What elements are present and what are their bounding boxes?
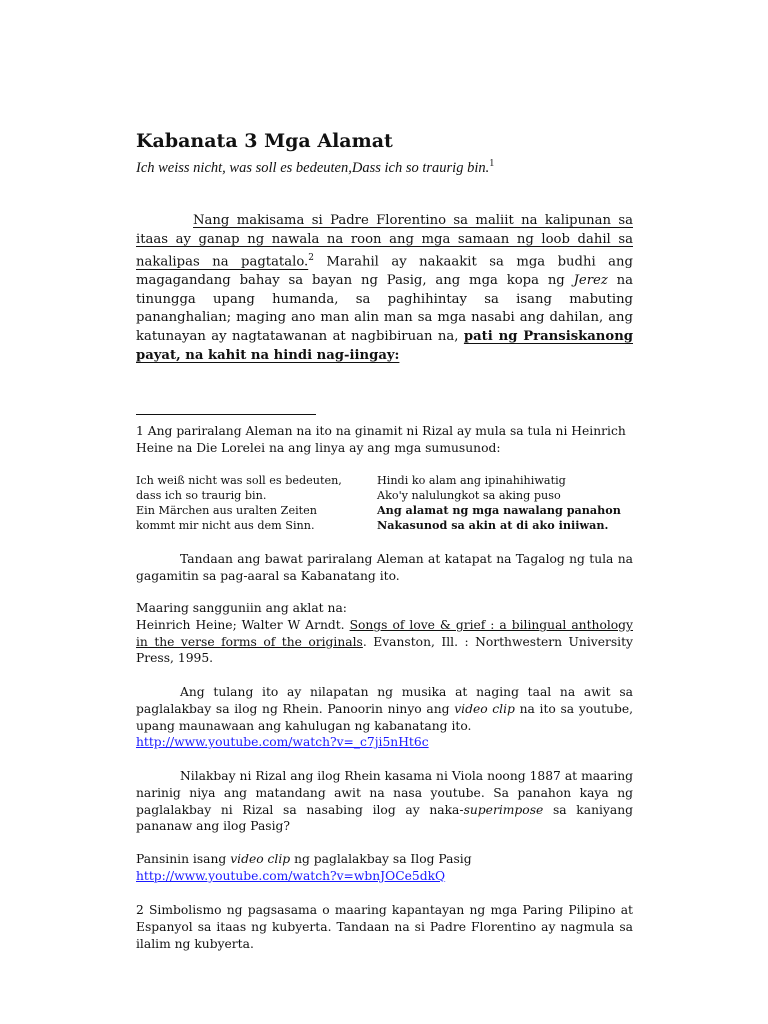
paragraph-text: Pansinin isang	[136, 852, 231, 866]
poem-line: kommt mir nicht aus dem Sinn.	[136, 519, 315, 532]
paragraph-reference	[136, 600, 633, 667]
paragraph-body	[136, 684, 633, 734]
main-paragraph	[136, 212, 633, 365]
poem-line: Ako'y nalulungkot sa aking puso	[377, 489, 561, 502]
main-bold-end: pati ng Pransiskanong payat, na kahit na hindi nag-iingay:	[136, 328, 633, 363]
poem-german	[136, 473, 342, 533]
poem-line: Ein Märchen aus uralten Zeiten	[136, 504, 317, 517]
paragraph-text: sa kaniyang pananaw ang ilog Pasig?	[136, 802, 634, 834]
footnote-mark-2: 2	[308, 253, 314, 264]
poem-line: Ich weiß nicht was soll es bedeuten,	[136, 474, 342, 487]
chapter-title: Kabanata 3 Mga Alamat	[136, 130, 393, 152]
paragraph-song	[136, 684, 633, 751]
paragraph-text: ng paglalakbay sa Ilog Pasig	[290, 852, 472, 866]
paragraph-tandaan	[136, 551, 633, 585]
superimpose-text: superimpose	[463, 802, 544, 817]
youtube-link-rhein[interactable]: http://www.youtube.com/watch?v=_c7ji5nHt6c	[136, 735, 429, 750]
footnote-mark-1: 1	[489, 158, 495, 169]
poem-line: Hindi ko alam ang ipinahihiwatig	[377, 474, 566, 487]
reference-citation	[136, 617, 633, 667]
epigraph-text: Ich weiss nicht, was soll es bedeuten,Dass ich so traurig bin.	[136, 159, 490, 176]
reference-intro: Maaring sangguniin ang aklat na:	[136, 601, 347, 615]
jerez-word: Jerez	[573, 273, 608, 289]
paragraph-rhein-trip	[136, 768, 633, 835]
youtube-link-pasig[interactable]: http://www.youtube.com/watch?v=wbnJOCe5dkQ	[136, 868, 446, 883]
footnote-2: 2 Simbolismo ng pagsasama o maaring kapantayan ng mga Paring Pilipino at Espanyol sa itaas ng kubyerta. Tandaan na si Padre Florentino ay nagmula sa ilalim ng kubyerta.	[136, 903, 633, 951]
footnote-divider	[136, 414, 316, 415]
reference-book-title: Songs of love & grief : a bilingual anthology in the verse forms of the originals	[136, 617, 633, 649]
reference-authors: Heinrich Heine; Walter W Arndt.	[136, 617, 350, 632]
paragraph-pasig-video	[136, 851, 633, 885]
paragraph-text: Nilakbay ni Rizal ang ilog Rhein kasama ni Viola noong 1887 at maaring narinig niya ang matandang awit na nasa youtube. Sa panahon kaya ng paglalakbay ni Rizal sa nasabing ilog ay naka-	[136, 769, 633, 817]
main-text-b: na tinungga upang humanda, sa paghihintay sa isang mabuting pananghalian; maging ano man alin man sa mga nasabi ang dahilan, ang katunayan ay nagtatawanan at nagbibiruan na,	[136, 273, 633, 344]
paragraph-text: Tandaan ang bawat pariralang Aleman at katapat na Tagalog ng tula na gagamitin sa pag-aaral sa Kabanatang ito.	[136, 552, 633, 583]
video-clip-text: video clip	[454, 701, 515, 716]
paragraph-text: na ito sa youtube, upang maunawaan ang kahulugan ng kabanatang ito.	[136, 701, 634, 733]
epigraph	[136, 158, 494, 177]
poem-line: Ang alamat ng mga nawalang panahon	[377, 503, 621, 517]
underlined-opening: Nang makisama si Padre Florentino sa maliit na kalipunan sa itaas ay ganap ng nawala na roon ang mga samaan ng loob dahil sa nakalipas na pagtatalo.	[136, 213, 633, 270]
poem-tagalog	[377, 473, 621, 533]
poem-line: Nakasunod sa akin at di ako iniiwan.	[377, 518, 609, 532]
footnote-1: 1 Ang pariralang Aleman na ito na ginamit ni Rizal ay mula sa tula ni Heinrich Heine na Die Lorelei na ang linya ay ang mga sumusunod:	[136, 424, 626, 455]
reference-publisher: . Evanston, Ill. : Northwestern University Press, 1995.	[136, 634, 634, 666]
video-clip-text: video clip	[230, 852, 291, 866]
paragraph-text: Ang tulang ito ay nilapatan ng musika at naging taal na awit sa paglalakbay sa ilog ng Rhein. Panoorin ninyo ang	[136, 685, 633, 716]
poem-line: dass ich so traurig bin.	[136, 489, 267, 502]
main-text-a: Marahil ay nakaakit sa mga budhi ang magagandang bahay sa bayan ng Pasig, ang mga kopa ng	[136, 254, 633, 289]
